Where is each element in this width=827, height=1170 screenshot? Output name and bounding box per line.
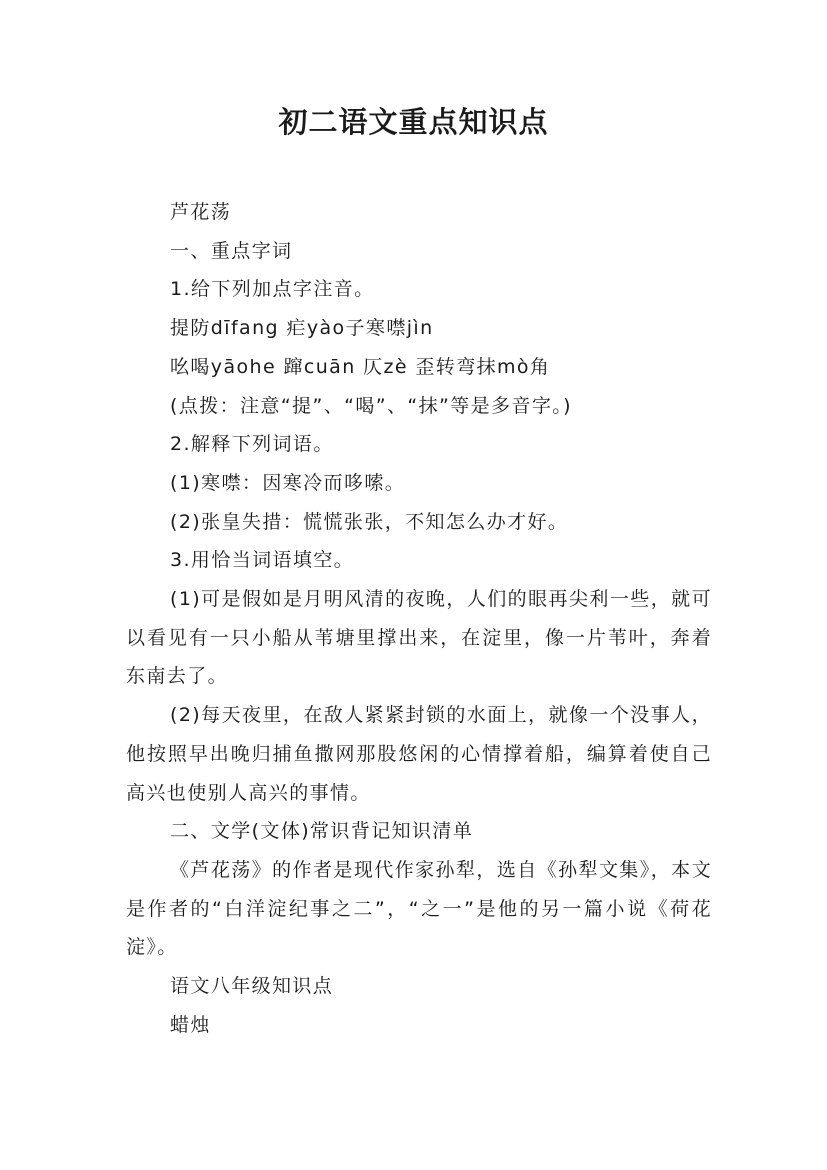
exercise-1-heading: 1.给下列加点字注音。 [170, 278, 375, 301]
definition-2: (2)张皇失措：慌慌张张，不知怎么办才好。 [170, 510, 569, 533]
section-heading-grade8: 语文八年级知识点 [170, 975, 334, 998]
document-title: 初二语文重点知识点 [278, 105, 549, 139]
definition-1: (1)寒噤：因寒冷而哆嗦。 [170, 471, 406, 494]
subsection-heading-literature: 二、文学(文体)常识背记知识清单 [170, 820, 474, 843]
subsection-heading-key-words: 一、重点字词 [170, 239, 293, 262]
pinyin-line-2: 吆喝yāohe 蹿cuān 仄zè 歪转弯抹mò角 [170, 355, 551, 378]
section-heading-candle: 蜡烛 [170, 1013, 211, 1036]
fill-in-sentence-2: (2)每天夜里，在敌人紧紧封锁的水面上，就像一个没事人，他按照早出晚归捕鱼撒网那股悠闲的心情撑着船，编算着使自己高兴也使别人高兴的事情。 [126, 704, 712, 804]
exercise-3-heading: 3.用恰当词语填空。 [170, 549, 355, 572]
document-body [126, 193, 712, 1044]
literature-note: 《芦花荡》的作者是现代作家孙犁，选自《孙犁文集》，本文是作者的“白洋淀纪事之二”，“之一”是他的另一篇小说《荷花淀》。 [126, 858, 712, 959]
exercise-2-heading: 2.解释下列词语。 [170, 433, 334, 456]
section-heading-luhuadang: 芦花荡 [170, 201, 232, 223]
fill-in-sentence-1: (1)可是假如是月明风清的夜晚，人们的眼再尖利一些，就可以看见有一只小船从苇塘里撑出来，在淀里，像一片苇叶，奔着东南去了。 [126, 588, 712, 688]
pinyin-line-1: 提防dīfang 疟yào子寒噤jìn [170, 317, 434, 340]
tip-note: (点拨：注意“提”、“喝”、“抹”等是多音字。) [170, 394, 572, 417]
